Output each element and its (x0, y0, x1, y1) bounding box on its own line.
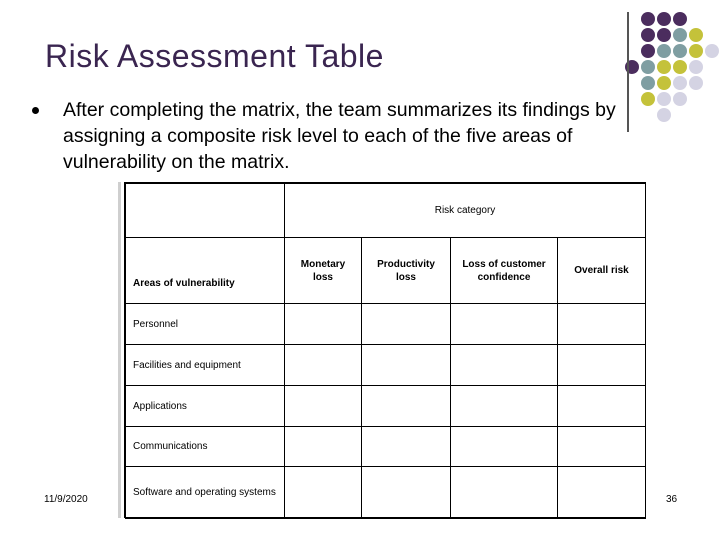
table-cell (558, 467, 646, 519)
table-cell (558, 386, 646, 427)
table-cell (558, 304, 646, 345)
table-cell (362, 467, 451, 519)
bullet-icon (32, 107, 39, 114)
column-header: Productivity loss (362, 238, 451, 304)
table-cell (362, 427, 451, 467)
row-label: Facilities and equipment (126, 345, 285, 386)
table-cell (451, 427, 558, 467)
table-cell (451, 345, 558, 386)
risk-category-header: Risk category (285, 184, 646, 238)
table-cell (285, 467, 362, 519)
bullet-text: After completing the matrix, the team summarizes its findings by assigning a composite risk level to each of the five areas of vulnerability on the matrix. (63, 99, 616, 173)
table-corner-cell (126, 184, 285, 238)
row-label: Software and operating systems (126, 467, 285, 519)
table-cell (362, 345, 451, 386)
table-cell (451, 386, 558, 427)
row-label: Personnel (126, 304, 285, 345)
slide-title: Risk Assessment Table (45, 38, 384, 74)
table-cell (285, 304, 362, 345)
table-cell (451, 304, 558, 345)
column-header: Monetary loss (285, 238, 362, 304)
table-cell (285, 427, 362, 467)
table-cell (362, 386, 451, 427)
column-header: Loss of customer confidence (451, 238, 558, 304)
table-cell (451, 467, 558, 519)
table-cell (362, 304, 451, 345)
page-number: 36 (666, 494, 678, 505)
table-cell (285, 386, 362, 427)
table-cell (285, 345, 362, 386)
table-cell (558, 345, 646, 386)
column-header: Overall risk (558, 238, 646, 304)
risk-table (124, 182, 646, 518)
slide-date: 11/9/2020 (44, 494, 88, 505)
image-edge (118, 182, 121, 518)
areas-header: Areas of vulnerability (126, 238, 285, 304)
table-cell (558, 427, 646, 467)
row-label: Communications (126, 427, 285, 467)
row-label: Applications (126, 386, 285, 427)
